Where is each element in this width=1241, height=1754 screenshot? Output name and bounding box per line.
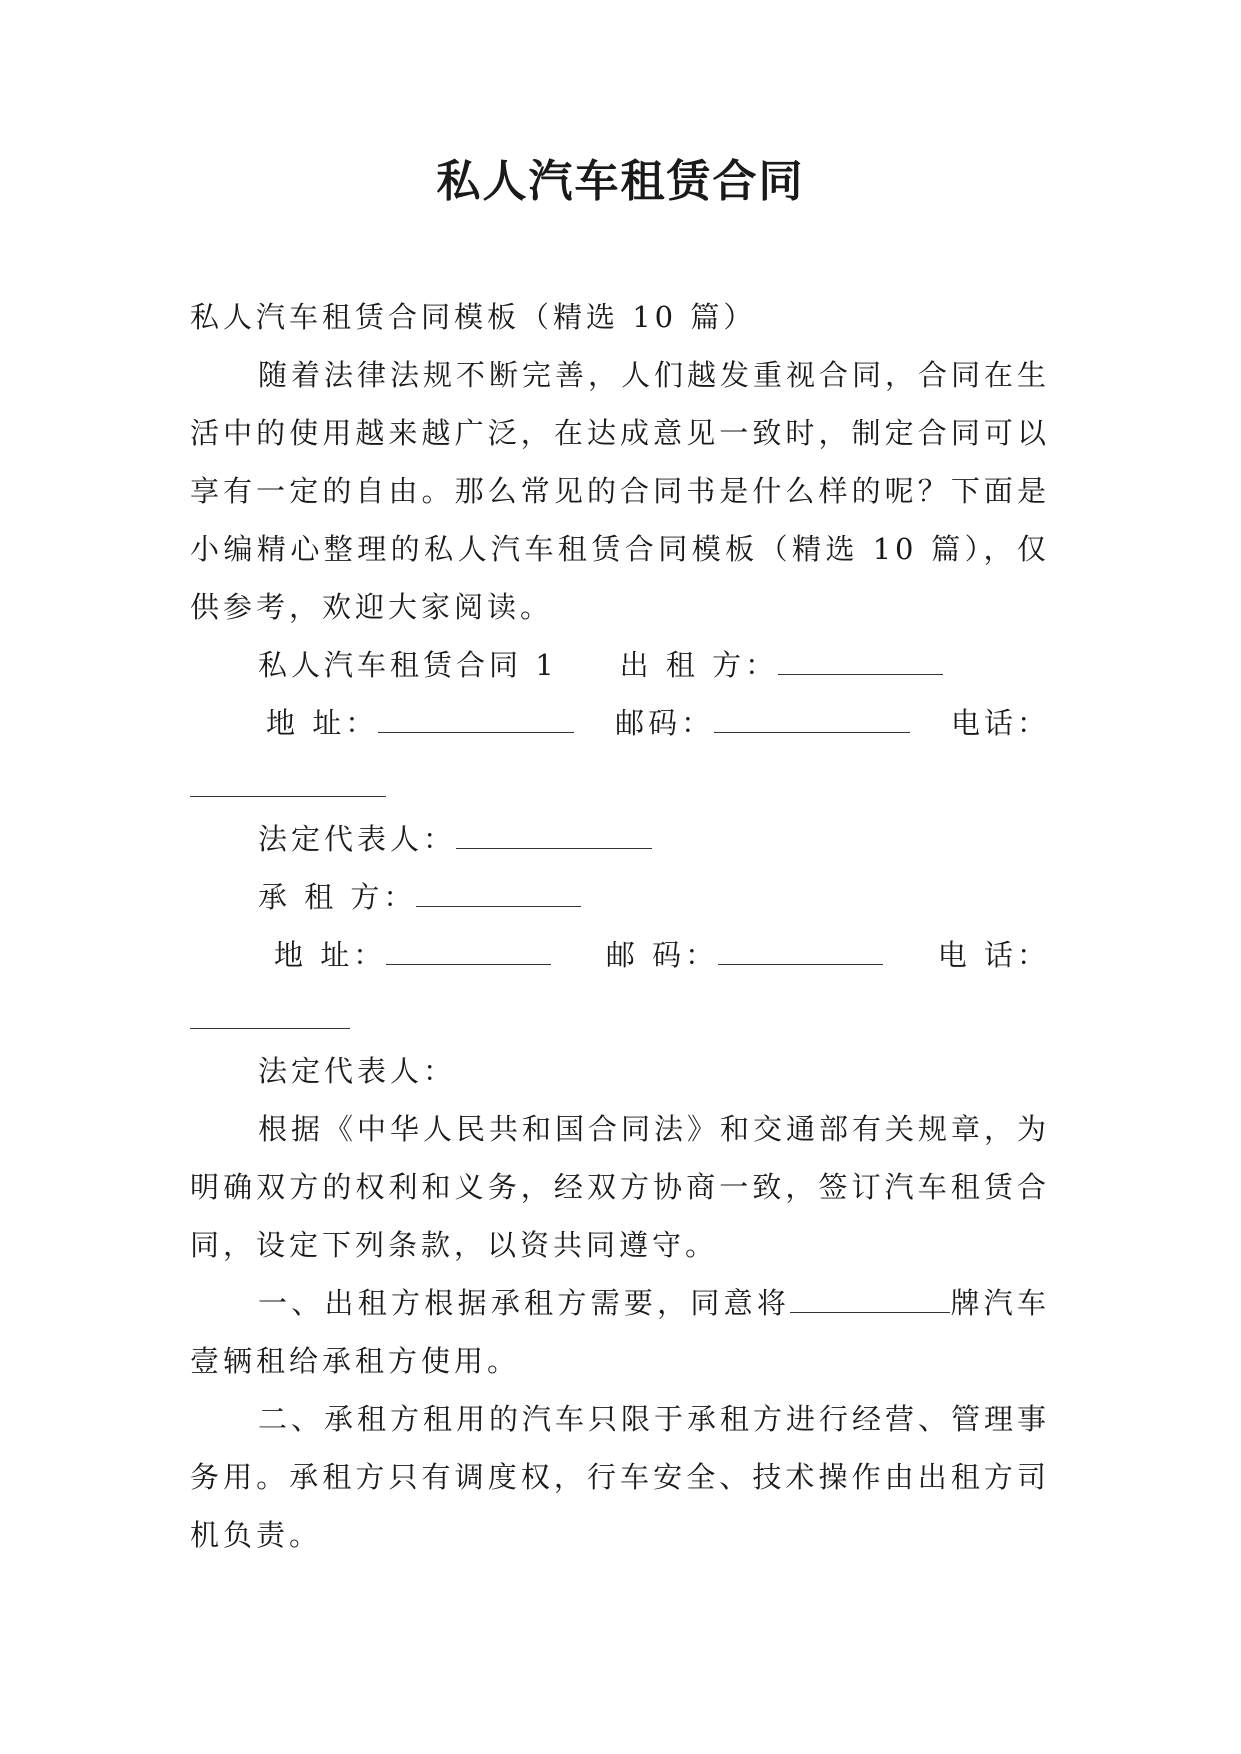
lessee-blank xyxy=(416,884,581,907)
lessor-phone-continuation xyxy=(190,752,1050,810)
lessee-address-field xyxy=(274,926,551,984)
lessee-phone-label: 电 话： xyxy=(937,938,1050,972)
lessee-phone-blank xyxy=(190,1006,350,1029)
lessor-rep-blank xyxy=(456,826,652,849)
lessee-postcode-label: 邮 码： xyxy=(605,938,719,972)
lessor-contact-row xyxy=(190,694,1050,752)
lessor-postcode-label: 邮码： xyxy=(615,706,715,740)
lessee-postcode-blank xyxy=(718,942,883,965)
lessor-address-blank xyxy=(378,710,574,733)
clause-1-prefix: 一、出租方根据承租方需要，同意将 xyxy=(258,1286,791,1320)
clause-1-suffix: 牌汽车壹辆租给承租方使用。 xyxy=(190,1286,1050,1378)
lessor-blank xyxy=(778,652,943,675)
lessee-row xyxy=(190,868,1050,926)
lessor-phone-blank xyxy=(190,774,386,797)
lessor-postcode-field xyxy=(615,694,910,752)
lessor-rep-label: 法定代表人： xyxy=(258,822,457,856)
contract-heading-row xyxy=(190,636,1050,694)
lessor-field xyxy=(620,636,943,694)
lessor-phone-label: 电话： xyxy=(950,706,1050,740)
document-body xyxy=(190,288,1050,1564)
lessor-postcode-blank xyxy=(714,710,910,733)
lessor-rep-row xyxy=(190,810,1050,868)
preamble-paragraph: 根据《中华人民共和国合同法》和交通部有关规章，为明确双方的权利和义务，经双方协商一致，签订汽车租赁合同，设定下列条款，以资共同遵守。 xyxy=(190,1112,1051,1262)
lessor-rep-field xyxy=(258,810,652,868)
lessee-address-label: 地 址： xyxy=(274,938,387,972)
clause-2: 二、承租方租用的汽车只限于承租方进行经营、管理事务用。承租方只有调度权，行车安全、技术操作由出租方司机负责。 xyxy=(190,1402,1051,1552)
lessee-label: 承 租 方： xyxy=(258,880,417,914)
lessor-address-label: 地 址： xyxy=(266,706,379,740)
lessee-field xyxy=(258,868,581,926)
lessor-address-field xyxy=(266,694,574,752)
clause-1 xyxy=(190,1274,1050,1390)
lessor-label: 出 租 方： xyxy=(619,648,779,682)
lessee-postcode-field xyxy=(606,926,883,984)
document-title: 私人汽车租赁合同 xyxy=(436,156,805,207)
intro-paragraph: 随着法律法规不断完善，人们越发重视合同，合同在生活中的使用越来越广泛，在达成意见一致时，制定合同可以享有一定的自由。那么常见的合同书是什么样的呢？下面是小编精心整理的私人汽车租赁合同模板（精选 10 篇），仅供参考，欢迎大家阅读。 xyxy=(190,358,1051,624)
lessee-address-blank xyxy=(386,942,551,965)
contract-heading: 私人汽车租赁合同 1 xyxy=(258,648,558,682)
lessee-rep-label: 法定代表人： xyxy=(258,1054,457,1088)
document-subtitle: 私人汽车租赁合同模板（精选 10 篇） xyxy=(190,300,757,334)
lessee-contact-row xyxy=(190,926,1050,984)
lessee-rep-row xyxy=(190,1042,1050,1100)
lessee-phone-continuation xyxy=(190,984,1050,1042)
plate-number-blank xyxy=(790,1290,950,1313)
